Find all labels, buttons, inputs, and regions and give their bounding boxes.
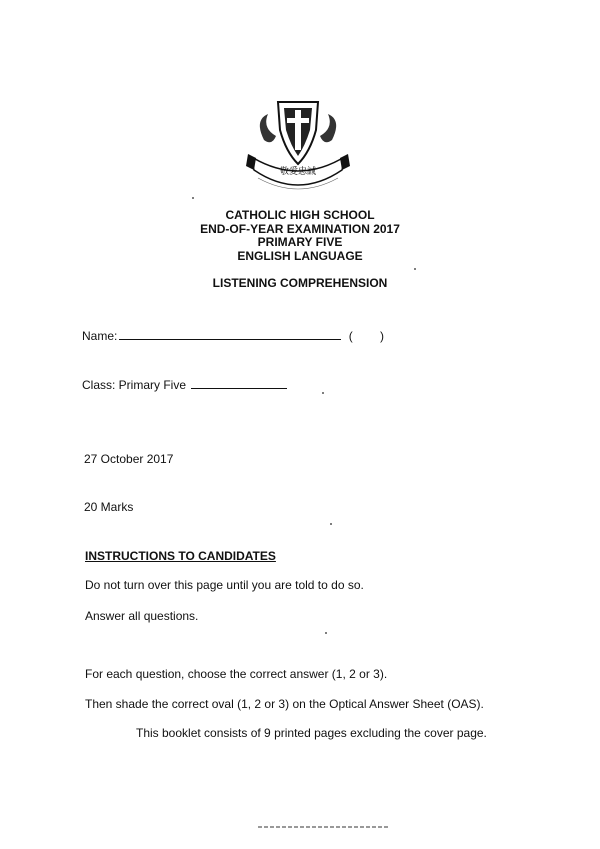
exam-date: 27 October 2017 — [84, 452, 174, 466]
total-marks: 20 Marks — [84, 500, 134, 514]
name-line[interactable] — [119, 338, 341, 340]
index-open: ( — [348, 329, 353, 343]
exam-title-block — [0, 209, 600, 263]
scan-speck — [330, 523, 332, 525]
class-line[interactable] — [191, 387, 287, 389]
instruction-line-3: For each question, choose the correct answer (1, 2 or 3). — [85, 667, 388, 681]
scan-speck — [414, 268, 416, 270]
subject: ENGLISH LANGUAGE — [237, 248, 363, 263]
class-field — [82, 378, 287, 392]
crest-motto: 敬愛忠誠 — [279, 167, 317, 177]
index-close: ) — [380, 329, 385, 343]
instruction-line-5: This booklet consists of 9 printed pages excluding the cover page. — [136, 726, 487, 740]
instruction-line-4: Then shade the correct oval (1, 2 or 3) on the Optical Answer Sheet (OAS). — [85, 697, 484, 711]
scan-speck — [322, 392, 324, 394]
name-field — [82, 329, 384, 343]
school-crest-logo — [244, 100, 352, 196]
school-name: CATHOLIC HIGH SCHOOL — [225, 208, 375, 222]
scan-speck — [192, 197, 194, 199]
instruction-line-1: Do not turn over this page until you are told to do so. — [85, 578, 364, 592]
class-label: Class: Primary Five — [82, 378, 187, 392]
exam-name: END-OF-YEAR EXAMINATION 2017 — [200, 221, 400, 236]
instruction-line-2: Answer all questions. — [85, 609, 199, 623]
name-label: Name: — [82, 329, 118, 343]
instructions-heading: INSTRUCTIONS TO CANDIDATES — [85, 549, 276, 563]
paper-title: LISTENING COMPREHENSION — [212, 276, 388, 290]
footer-url-faint — [258, 826, 388, 828]
scan-speck — [325, 632, 327, 634]
level: PRIMARY FIVE — [257, 235, 343, 249]
